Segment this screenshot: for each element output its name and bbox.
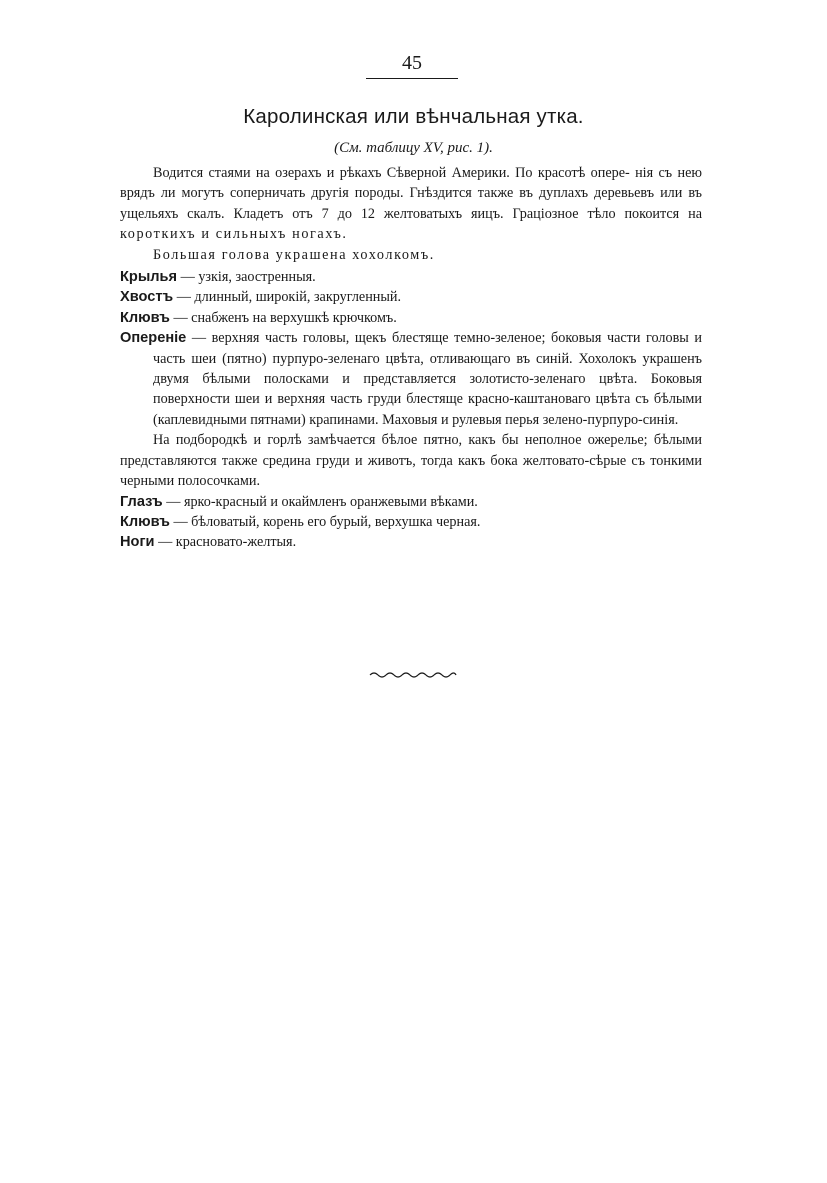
figure-reference-text: (См. таблицу XV, рис. 1). (334, 140, 493, 156)
feature-text: — ярко-красный и окаймленъ оранжевыми вѣками. (166, 493, 478, 510)
page-number: 45 (402, 52, 422, 74)
feature-plumage (120, 328, 702, 430)
intro-line-3: дуплахъ деревьевъ или въ ущельяхъ скалъ. Кладетъ отъ 7 до 12 желтоватыхъ (120, 185, 703, 222)
feature-text: — верхняя часть головы, щекъ блестяще темно-зеленое; боковыя части головы и часть шеи (пятно) пурпуро-зеленаго цвѣта, отливающаго въ синій. Хохолокъ украшенъ двумя бѣлыми полосками и представляется золотисто-зеленаго цвѣта. Боковыя поверхности шеи и верхняя часть груди блестяще красно-каштановаго цвѣта съ бѣлыми (каплевидными пятнами) крапинами. Маховыя и рулевыя перья зелено-пурпуро-синія. (153, 330, 703, 428)
feature-term: Клювъ (120, 309, 170, 326)
feature-tail (120, 287, 702, 307)
article-body (120, 163, 702, 553)
feature-eye (120, 492, 702, 512)
feature-term: Глазъ (120, 493, 163, 510)
article-title: Каролинская или вѣнчальная утка. (243, 105, 584, 128)
intro-head-line: Большая голова украшена хохолкомъ. (153, 246, 435, 263)
feature-term: Крылья (120, 269, 178, 286)
feature-text: — бѣловатый, корень его бурый, верхушка черная. (173, 513, 481, 530)
feature-text: — снабженъ на верхушкѣ крючкомъ. (173, 309, 397, 326)
feature-beak-color (120, 512, 702, 532)
intro-line-2: нія съ нею врядъ ли могутъ соперничать другія породы. Гнѣздится также въ (120, 165, 702, 202)
page-number-rule (366, 78, 458, 79)
feature-term: Хвостъ (120, 289, 174, 306)
end-ornament (368, 668, 458, 682)
feature-term: Клювъ (120, 513, 170, 530)
feature-beak (120, 308, 702, 328)
feature-term: Ноги (120, 534, 155, 551)
feature-text: — узкія, заостренныя. (180, 269, 316, 286)
feature-text: — длинный, широкій, закругленный. (176, 289, 402, 306)
intro-paragraph (120, 163, 702, 245)
feature-text: — красновато-желтыя. (158, 534, 297, 551)
feature-wings (120, 267, 702, 287)
throat-paragraph: На подбородкѣ и горлѣ замѣчается бѣлое пятно, какъ бы неполное ожерелье; бѣлыми представляются также средина груди и животъ, тогда какъ бока желтовато-сѣрые съ тонкими черными полосочками. (120, 432, 702, 490)
intro-line-1: Водится стаями на озерахъ и рѣкахъ Сѣверной Америки. По красотѣ опере- (153, 165, 630, 181)
figure-reference (0, 138, 827, 158)
intro-line-4: яицъ. Граціозное тѣло покоится на (470, 205, 702, 222)
feature-legs (120, 532, 702, 552)
intro-emphasis: короткихъ и сильныхъ ногахъ. (120, 226, 348, 243)
feature-term: Опереніе (120, 330, 187, 347)
